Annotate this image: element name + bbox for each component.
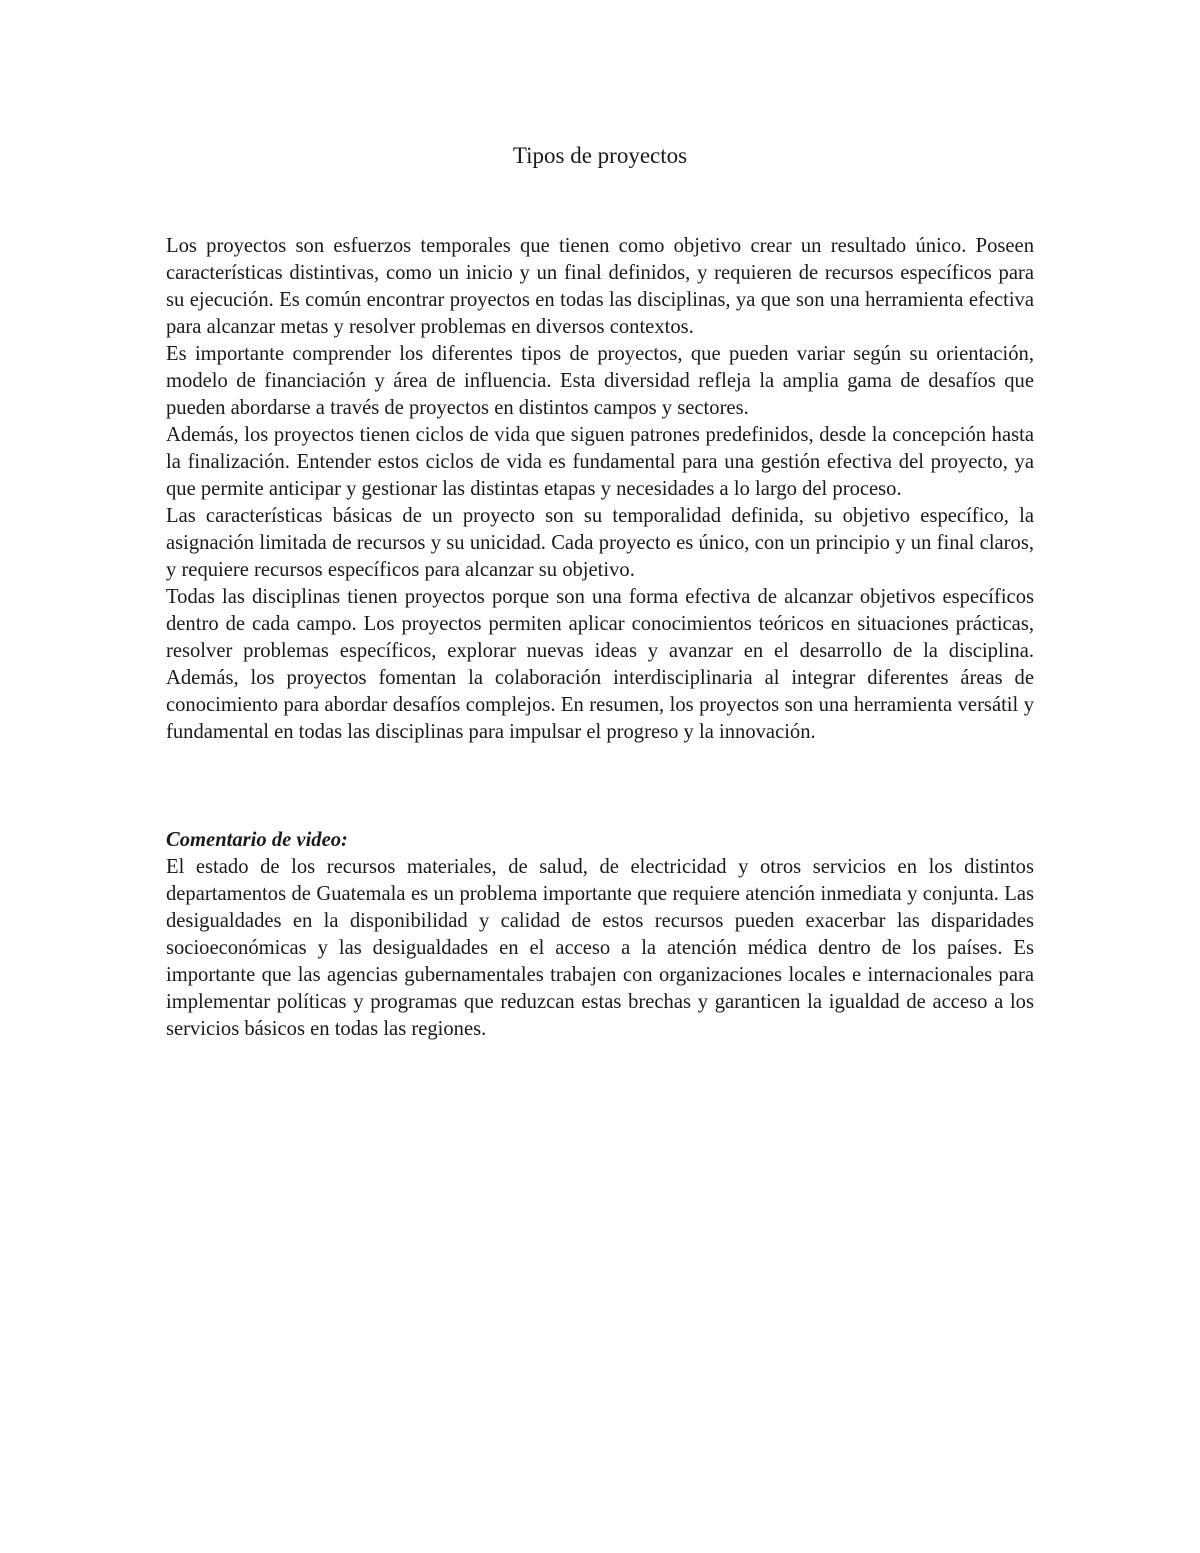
document-body [166, 233, 1034, 1043]
paragraph-characteristics: Las características básicas de un proyecto son su temporalidad definida, su objetivo específico, la asignación limitada de recursos y su unicidad. Cada proyecto es único, con un principio y un final claros, y requiere recursos específicos para alcanzar su objetivo. [166, 505, 1034, 581]
paragraph-definition: Los proyectos son esfuerzos temporales que tienen como objetivo crear un resultado único. Poseen características distintivas, como un inicio y un final definidos, y requieren de recursos específicos para su ejecución. Es común encontrar proyectos en todas las disciplinas, ya que son una herramienta efectiva para alcanzar metas y resolver problemas en diversos contextos. [166, 235, 1034, 338]
paragraph-project-types: Es importante comprender los diferentes tipos de proyectos, que pueden variar según su orientación, modelo de financiación y área de influencia. Esta diversidad refleja la amplia gama de desafíos que pueden abordarse a través de proyectos en distintos campos y sectores. [166, 343, 1034, 419]
comment-heading: Comentario de video: [166, 829, 348, 851]
paragraph-disciplines: Todas las disciplinas tienen proyectos porque son una forma efectiva de alcanzar objetivos específicos dentro de cada campo. Los proyectos permiten aplicar conocimientos teóricos en situaciones prácticas, resolver problemas específicos, explorar nuevas ideas y avanzar en el desarrollo de la disciplina. Además, los proyectos fomentan la colaboración interdisciplinaria al integrar diferentes áreas de conocimiento para abordar desafíos complejos. En resumen, los proyectos son una herramienta versátil y fundamental en todas las disciplinas para impulsar el progreso y la innovación. [166, 586, 1034, 743]
comment-paragraph: El estado de los recursos materiales, de salud, de electricidad y otros servicios en los distintos departamentos de Guatemala es un problema importante que requiere atención inmediata y conjunta. Las desigualdades en la disponibilidad y calidad de estos recursos pueden exacerbar las disparidades socioeconómicas y las desigualdades en el acceso a la atención médica dentro de los países. Es importante que las agencias gubernamentales trabajen con organizaciones locales e internacionales para implementar políticas y programas que reduzcan estas brechas y garanticen la igualdad de acceso a los servicios básicos en todas las regiones. [166, 856, 1034, 1040]
section-spacer [166, 746, 1034, 827]
paragraph-life-cycles: Además, los proyectos tienen ciclos de vida que siguen patrones predefinidos, desde la concepción hasta la finalización. Entender estos ciclos de vida es fundamental para una gestión efectiva del proyecto, ya que permite anticipar y gestionar las distintas etapas y necesidades a lo largo del proceso. [166, 424, 1034, 500]
document-title: Tipos de proyectos [512, 143, 688, 168]
